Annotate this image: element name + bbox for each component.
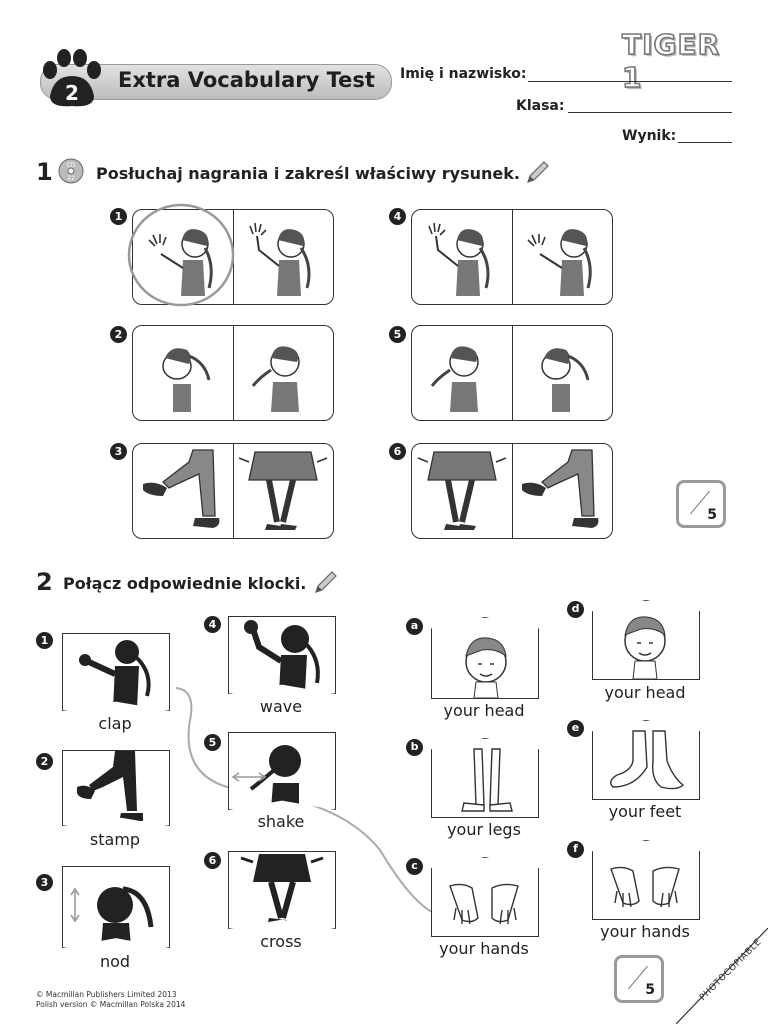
unit-number: 2 xyxy=(65,81,79,105)
verb-number: 2 xyxy=(36,753,53,770)
verb-card-clap[interactable] xyxy=(62,633,170,711)
nod-silhouette-icon xyxy=(63,867,169,947)
verb-word: clap xyxy=(98,714,132,733)
svg-text:CD: CD xyxy=(66,162,76,169)
copyright xyxy=(36,990,185,1010)
verb-card-wave[interactable] xyxy=(228,616,336,694)
item-number: 1 xyxy=(110,208,127,225)
verb-word: cross xyxy=(260,932,302,951)
verb-number: 4 xyxy=(204,616,221,633)
section2-instruction: Połącz odpowiednie klocki. xyxy=(63,574,307,593)
item-number: 5 xyxy=(389,326,406,343)
name-label: Imię i nazwisko: xyxy=(400,66,527,82)
score-value: 5 xyxy=(645,982,655,998)
verb-word: stamp xyxy=(89,830,141,849)
verb-card-cross[interactable] xyxy=(228,851,336,929)
noun-letter: c xyxy=(406,858,423,875)
item-number: 6 xyxy=(389,443,406,460)
page-title: Extra Vocabulary Test xyxy=(118,68,375,92)
section1-instruction: Posłuchaj nagrania i zakreśl właściwy rysunek. xyxy=(96,164,520,183)
noun-card-hands-c[interactable] xyxy=(431,857,539,937)
feet-icon xyxy=(593,721,699,799)
noun-word: your head xyxy=(443,701,525,720)
noun-card-head-d[interactable] xyxy=(592,600,700,680)
svg-text:22: 22 xyxy=(67,175,75,182)
photocopiable-label: PHOTOCOPIABLE xyxy=(698,937,764,1003)
verb-card-shake[interactable] xyxy=(228,732,336,810)
verb-number: 1 xyxy=(36,632,53,649)
verb-word: shake xyxy=(257,812,305,831)
noun-word: your legs xyxy=(447,820,521,839)
noun-word: your head xyxy=(604,683,686,702)
verb-card-nod[interactable] xyxy=(62,866,170,948)
verb-word: wave xyxy=(259,697,303,716)
wave-silhouette-icon xyxy=(229,617,335,693)
noun-word: your hands xyxy=(600,922,690,941)
verb-number: 6 xyxy=(204,852,221,869)
noun-letter: b xyxy=(406,739,423,756)
score-value: 5 xyxy=(707,507,717,523)
noun-card-head-a[interactable] xyxy=(431,617,539,699)
score-box-2[interactable] xyxy=(614,955,664,1003)
verb-card-stamp[interactable] xyxy=(62,750,170,826)
head-icon xyxy=(432,618,538,698)
item-number: 2 xyxy=(110,326,127,343)
noun-word: your hands xyxy=(439,939,529,958)
copyright-line-2: Polish version © Macmillan Polska 2014 xyxy=(36,1000,186,1009)
shake-silhouette-icon xyxy=(229,733,335,809)
brand-logo: TIGER 1 xyxy=(622,28,721,94)
noun-letter: a xyxy=(406,618,423,635)
section1-number: 1 xyxy=(36,158,53,186)
verb-number: 5 xyxy=(204,734,221,751)
item-number: 4 xyxy=(389,208,406,225)
noun-letter: e xyxy=(567,720,584,737)
verb-number: 3 xyxy=(36,874,53,891)
noun-word: your feet xyxy=(608,802,682,821)
score-label: Wynik: xyxy=(622,128,677,144)
hands-icon xyxy=(593,841,699,919)
hands-icon xyxy=(432,858,538,936)
noun-card-feet-e[interactable] xyxy=(592,720,700,800)
noun-letter: d xyxy=(567,601,584,618)
section2-number: 2 xyxy=(36,568,53,596)
item-number: 3 xyxy=(110,443,127,460)
class-label: Klasa: xyxy=(516,98,565,114)
head-icon xyxy=(593,601,699,679)
cross-silhouette-icon xyxy=(229,852,335,928)
noun-card-hands-f[interactable] xyxy=(592,840,700,920)
stamp-silhouette-icon xyxy=(63,751,169,825)
verb-word: nod xyxy=(99,952,131,971)
copyright-line-1: © Macmillan Publishers Limited 2013 xyxy=(36,990,177,999)
noun-card-legs-b[interactable] xyxy=(431,738,539,818)
clap-silhouette-icon xyxy=(63,634,169,710)
legs-icon xyxy=(432,739,538,817)
noun-letter: f xyxy=(567,841,584,858)
